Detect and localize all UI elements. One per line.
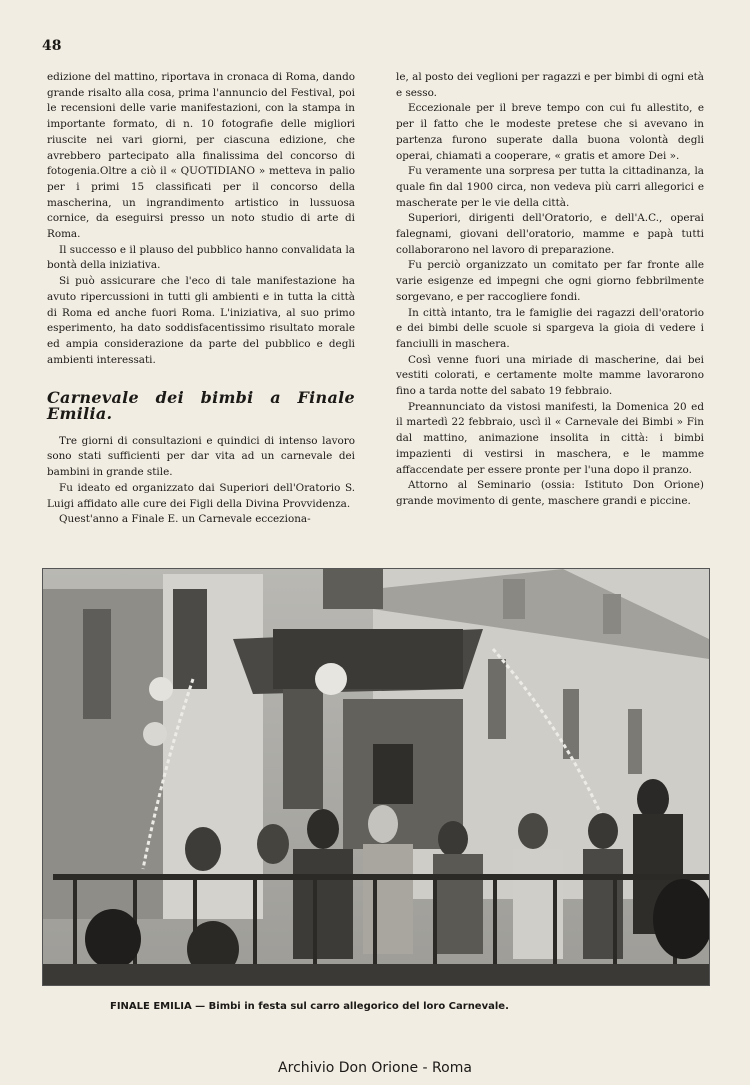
paragraph: Attorno al Seminario (ossia: Istituto Don Orione) grande movimento di gente, maschere grandi e piccine. (396, 479, 704, 507)
paragraph: Così venne fuori una miriade di mascherine, dai bei vestiti colorati, e certamente molte mamme lavorarono fino a tarda notte del sabato 19 febbraio. (396, 353, 704, 398)
paragraph: Preannunciato da vistosi manifesti, la Domenica 20 ed il martedì 22 febbraio, uscì il « Carnevale dei Bimbi » Fin dal mattino, animazione insolita in città: i bimbi impazienti di vestirsi in maschera, e le mamme affaccendate per essere pronte per l'una dopo il pranzo. (396, 400, 704, 476)
paragraph: Eccezionale per il breve tempo con cui fu allestito, e per il fatto che le modeste pretese che si avevano in partenza furono superate dalla buona volontà degli operai, chiamati a cooperare, « gratis et amore Dei ». (396, 102, 704, 162)
left-column (47, 70, 355, 528)
paragraph: edizione del mattino, riportava in cronaca di Roma, dando grande risalto alla cosa, prima l'annuncio del Festival, poi le recensioni delle varie manifestazioni, con la stampa in importante formato, di n. 10 fotografie delle migliori riuscite nei vari giorni, per ciascuna edizione, che avrebbero partecipato alla finalissima del concorso di fotogenia.Oltre a ciò il « QUOTIDIANO » metteva in palio per i primi 15 classificati per il concorso della mascherina, un ingrandimento artistico in lussuosa cornice, da eseguirsi presso un noto studio di arte di Roma. (47, 71, 355, 241)
caption-text: Bimbi in festa sul carro allegorico del loro Carnevale. (208, 1001, 509, 1012)
caption-separator: — (195, 1001, 206, 1012)
caption-place: FINALE EMILIA (110, 1001, 192, 1012)
paragraph: Tre giorni di consultazioni e quindici di intenso lavoro sono stati sufficienti per dar vita ad un carnevale dei bambini in grande stile. (47, 434, 355, 479)
paragraph: Il successo e il plauso del pubblico hanno convalidata la bontà della iniziativa. (47, 243, 355, 272)
paragraph: Fu perciò organizzato un comitato per far fronte alle varie esigenze ed impegni che ogni giorno febbrilmente sorgevano, e per raccogliere fondi. (396, 259, 704, 303)
archive-footer: Archivio Don Orione - Roma (278, 1060, 472, 1076)
carnival-float-photo-icon (43, 569, 709, 985)
right-column (396, 70, 704, 510)
paragraph: le, al posto dei veglioni per ragazzi e per bimbi di ogni età e sesso. (396, 71, 704, 99)
carnival-float-photo (42, 568, 710, 986)
photo-caption (110, 1001, 670, 1012)
paragraph: Fu ideato ed organizzato dai Superiori dell'Oratorio S. Luigi affidato alle cure dei Figli della Divina Provvidenza. (47, 481, 355, 510)
paragraph: In città intanto, tra le famiglie dei ragazzi dell'oratorio e dei bimbi delle scuole si spargeva la gioia di vedere i fanciulli in maschera. (396, 306, 704, 350)
paragraph: Fu veramente una sorpresa per tutta la cittadinanza, la quale fin dal 1900 circa, non vedeva più carri allegorici e mascherate per le vie della città. (396, 165, 704, 209)
page-number: 48 (42, 38, 62, 54)
paragraph: Si può assicurare che l'eco di tale manifestazione ha avuto ripercussioni in tutti gli ambienti e in tutta la città di Roma ed anche fuori Roma. L'iniziativa, al suo primo esperimento, ha dato soddisfacentissimo risultato morale ed ampia considerazione da parte del pubblico e degli ambienti interessati. (47, 275, 355, 366)
section-heading: Carnevale dei bimbi a Finale Emilia. (47, 388, 355, 424)
paragraph: Superiori, dirigenti dell'Oratorio, e dell'A.C., operai falegnami, giovani dell'oratorio, mamme e papà tutti collaborarono nel lavoro di preparazione. (396, 212, 704, 256)
paragraph: Quest'anno a Finale E. un Carnevale ecceziona- (59, 513, 311, 526)
